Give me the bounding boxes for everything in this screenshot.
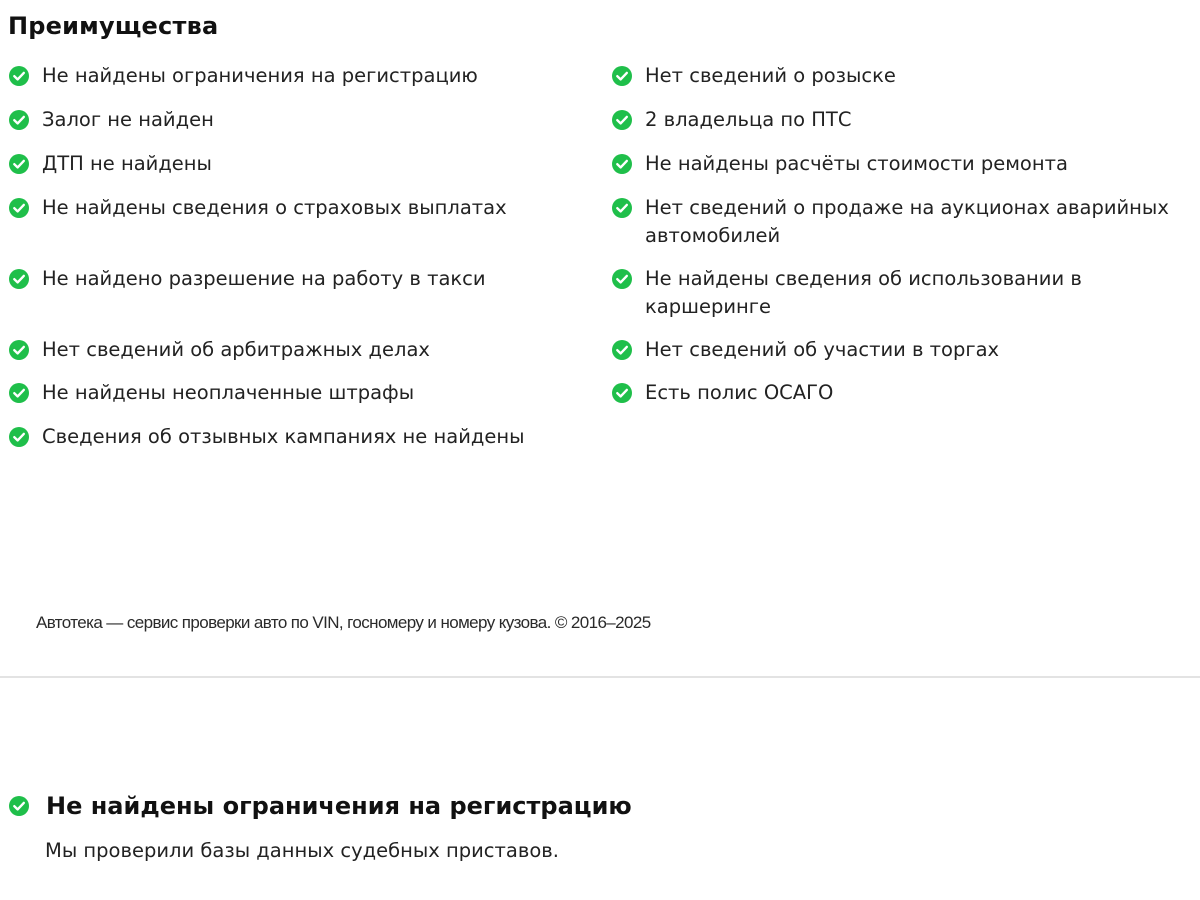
check-circle-icon: [8, 426, 30, 448]
check-circle-icon: [611, 197, 633, 219]
advantage-item: [8, 423, 588, 451]
check-circle-icon: [8, 339, 30, 361]
advantage-item: [611, 150, 1196, 178]
advantage-label: Не найдены неоплаченные штрафы: [42, 381, 415, 404]
detail-heading: [8, 792, 632, 820]
advantage-label: Не найдены расчёты стоимости ремонта: [645, 152, 1068, 175]
advantages-list-left: [8, 62, 588, 451]
check-circle-icon: [8, 268, 30, 290]
advantage-item: [611, 62, 1196, 90]
advantage-label: 2 владельца по ПТС: [645, 108, 852, 131]
advantage-item: [8, 106, 588, 134]
check-circle-icon: [611, 65, 633, 87]
advantage-item: [8, 62, 588, 90]
advantage-label: Не найдены ограничения на регистрацию: [42, 64, 478, 87]
advantage-label: Сведения об отзывных кампаниях не найдены: [42, 425, 525, 448]
advantage-item: [8, 194, 588, 222]
advantage-item: [8, 336, 588, 364]
detail-description: Мы проверили базы данных судебных приставов.: [45, 839, 559, 862]
advantage-label: Не найдены сведения об использовании в каршеринге: [645, 267, 1082, 318]
check-circle-icon: [611, 339, 633, 361]
section-divider: [0, 676, 1200, 678]
advantages-list-right: [611, 62, 1196, 407]
advantage-label: Нет сведений о продаже на аукционах аварийных автомобилей: [645, 196, 1169, 247]
advantages-title: Преимущества: [8, 12, 219, 40]
advantage-label: Не найдены сведения о страховых выплатах: [42, 196, 507, 219]
check-circle-icon: [611, 268, 633, 290]
check-circle-icon: [8, 197, 30, 219]
advantage-label: Залог не найден: [42, 108, 214, 131]
advantage-item: [611, 106, 1196, 134]
check-circle-icon: [611, 153, 633, 175]
check-circle-icon: [8, 109, 30, 131]
advantage-label: Нет сведений об арбитражных делах: [42, 338, 430, 361]
check-circle-icon: [8, 382, 30, 404]
footer-copyright: Автотека — сервис проверки авто по VIN, госномеру и номеру кузова. © 2016–2025: [36, 613, 651, 632]
advantage-label: Нет сведений об участии в торгах: [645, 338, 1000, 361]
check-circle-icon: [8, 65, 30, 87]
advantage-item: [611, 379, 1196, 407]
check-circle-icon: [8, 795, 30, 817]
advantage-item: [8, 265, 588, 293]
advantage-item: [611, 265, 1196, 321]
detail-title: Не найдены ограничения на регистрацию: [46, 792, 632, 820]
advantage-item: [611, 194, 1196, 250]
advantage-item: [8, 379, 588, 407]
advantage-label: Не найдено разрешение на работу в такси: [42, 267, 486, 290]
advantage-item: [8, 150, 588, 178]
advantage-item: [611, 336, 1196, 364]
advantage-label: Есть полис ОСАГО: [645, 381, 834, 404]
check-circle-icon: [611, 382, 633, 404]
check-circle-icon: [611, 109, 633, 131]
check-circle-icon: [8, 153, 30, 175]
advantage-label: Нет сведений о розыске: [645, 64, 896, 87]
advantage-label: ДТП не найдены: [42, 152, 212, 175]
